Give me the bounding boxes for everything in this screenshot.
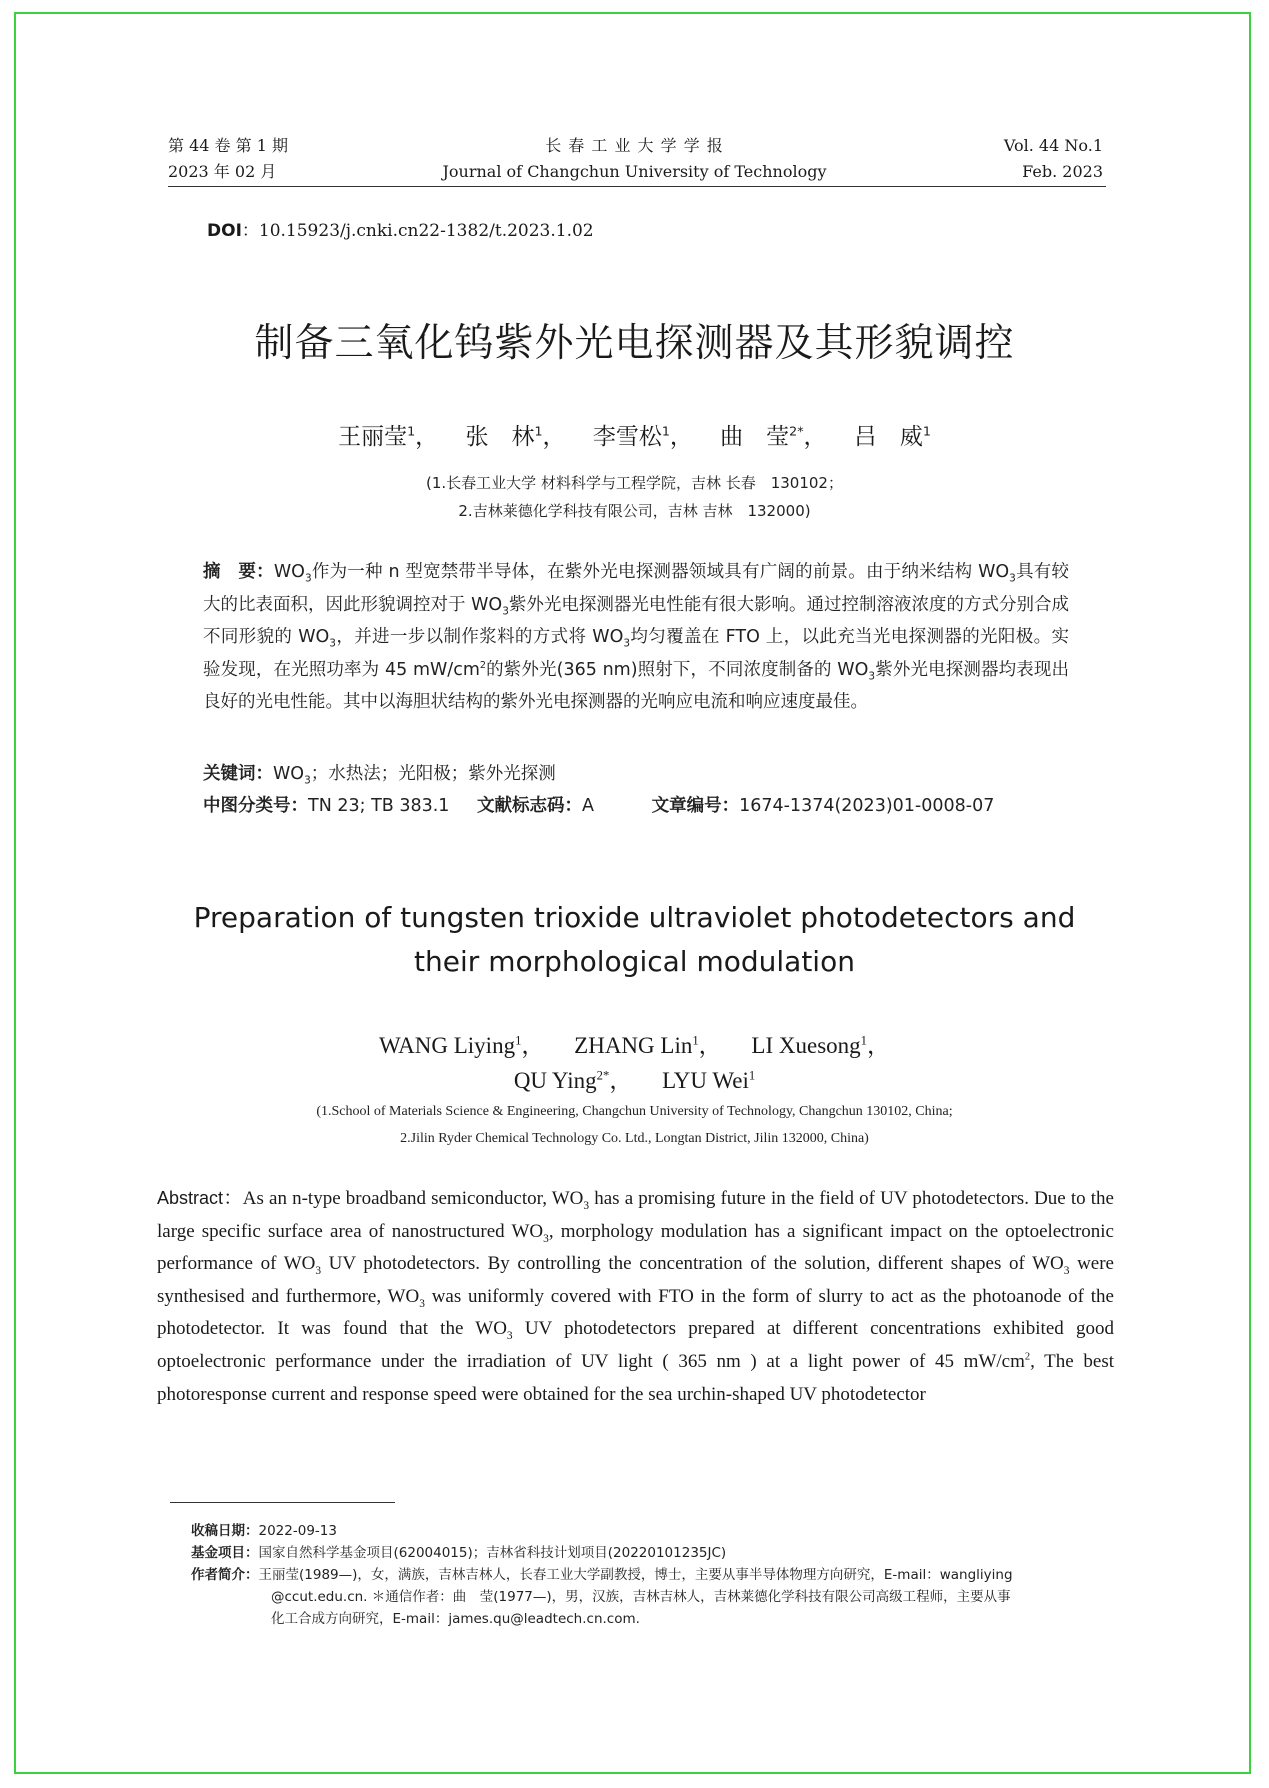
article-no-value: 1674-1374(2023)01-0008-07	[739, 796, 995, 816]
author-cn: 王丽莹$^1$，	[338, 423, 439, 450]
abstract-en	[157, 1182, 1114, 1411]
abstract-text: 紫外光电探测器均表现出良好的光电性能。其中以海胆状结构的紫外光电探测器的光响应电流和响应速度最佳。	[203, 659, 1069, 712]
doc-code-value: A	[582, 796, 594, 816]
author-name: 王丽莹	[338, 424, 408, 450]
abstract-cn	[203, 556, 1069, 719]
article-no-item	[652, 796, 995, 816]
authors-cn	[0, 418, 1269, 451]
clc-label: 中图分类号：	[203, 796, 308, 816]
abstract-text: , morphology modulation has a significant impact on the optoelectronic performance of WO	[157, 1220, 1114, 1275]
doc-code-label: 文献标志码：	[477, 796, 583, 816]
author-name: 曲 莹	[720, 424, 790, 450]
author-en: LI Xuesong$^1$，	[751, 1033, 890, 1058]
subscript: 3	[868, 670, 876, 682]
subscript: 3	[506, 1330, 513, 1343]
author-cn: 曲 莹$^{2*}$，	[720, 423, 827, 450]
author-en	[662, 1068, 755, 1093]
header-rule	[168, 186, 1106, 187]
subscript: 3	[315, 1264, 322, 1277]
affiliation-en-1: (1.School of Materials Science & Engineering, Changchun University of Technology, Changchun 130102, China;	[316, 1104, 953, 1119]
author-affil-mark: 1	[534, 423, 543, 439]
author-en: QU Ying$^{2*}$，	[513, 1068, 633, 1093]
author-affil-mark: 1	[515, 1033, 522, 1048]
author-affil-mark: 1	[922, 423, 931, 439]
clc-value: TN 23; TB 383.1	[308, 796, 450, 816]
authors-en-line2	[0, 1062, 1269, 1095]
subscript: 3	[583, 1199, 590, 1212]
abstract-text: has a promising future in the field of UV photodetectors. Due to the large specific surface area of nanostructured WO	[157, 1188, 1114, 1242]
author-en: ZHANG Lin$^1$，	[574, 1033, 722, 1058]
doi-value[interactable]: 10.15923/j.cnki.cn22-1382/t.2023.1.02	[258, 221, 594, 241]
author-cn	[854, 424, 931, 450]
bio-label: 作者简介：	[191, 1567, 259, 1583]
abstract-text: UV photodetectors prepared at different concentrations exhibited good optoelectronic performance under the irradiation of UV light ( 365 nm ) at a light power of 45 mW/cm	[157, 1318, 1114, 1372]
abstract-cn-label: 摘 要：	[203, 562, 274, 582]
header-journal-en: Journal of Changchun University of Technology	[442, 162, 827, 181]
abstract-text: 的紫外光(365 nm)照射下，不同浓度制备的 WO	[486, 659, 869, 680]
header-journal-cn: 长 春 工 业 大 学 学 报	[545, 136, 724, 155]
subscript: 3	[623, 637, 631, 650]
footnote-rule	[170, 1502, 395, 1503]
keyword-text: ；水热法；光阳极；紫外光探测	[310, 764, 556, 784]
affiliation-cn-2: 2.吉林莱德化学科技有限公司，吉林 吉林 132000)	[458, 502, 811, 520]
subscript: 3	[502, 605, 509, 617]
footnote-received	[191, 1520, 1111, 1542]
abstract-text: 紫外光电探测器光电性能有很大影响。通过控制溶液浓度的方式分别合成不同形貌的 WO	[203, 594, 1070, 647]
author-en: WANG Liying$^1$，	[379, 1033, 545, 1058]
doi-separator: ：	[241, 221, 259, 241]
author-affil-mark: 1	[661, 423, 670, 439]
header-date-cn: 2023 年 02 月	[168, 162, 277, 181]
subscript: 3	[329, 637, 336, 650]
superscript: 2	[1024, 1351, 1031, 1363]
author-name: 李雪松	[592, 424, 662, 450]
header-vol-no: Vol. 44 No.1	[1003, 136, 1103, 155]
abstract-text: 均匀覆盖在 FTO 上，以此充当光电探测器的光阳极。实验发现，在光照功率为 45 mW/cm	[203, 627, 1069, 680]
abstract-text: WO	[273, 562, 305, 582]
title-en	[0, 896, 1269, 984]
footnote-bio	[191, 1564, 1111, 1630]
bio-text: 化工合成方向研究，E-mail：james.qu@leadtech.cn.com.	[271, 1611, 640, 1627]
abstract-text: 具有较大的比表面积，因此形貌调控对于 WO	[203, 562, 1070, 615]
subscript: 3	[1063, 1264, 1070, 1277]
article-no-label: 文章编号：	[651, 796, 740, 816]
abstract-text: As an n-type broadband semiconductor, WO	[242, 1188, 584, 1209]
abstract-text: was uniformly covered with FTO in the form of slurry to act as the photoanode of the photodetector. It was found that the WO	[157, 1285, 1114, 1340]
authors-en-line1	[0, 1027, 1269, 1060]
author-affil-mark: 1	[748, 1068, 756, 1083]
author-name: 张 林	[465, 424, 535, 450]
author-cn: 张 林$^1$，	[465, 423, 566, 450]
classification-line	[203, 792, 1016, 817]
author-affil-mark: 1	[692, 1033, 699, 1048]
abstract-text: were synthesised and furthermore, WO	[157, 1253, 1114, 1307]
author-name: QU Ying	[513, 1068, 597, 1093]
title-en-line: their morphological modulation	[414, 945, 855, 978]
author-affil-mark: 1	[860, 1033, 867, 1048]
bio-text: @ccut.edu.cn. ＊通信作者：曲 莹(1977—)，男，汉族，吉林吉林人，吉林莱德化学科技有限公司高级工程师，主要从事	[271, 1589, 1011, 1605]
doi-line	[207, 216, 594, 241]
abstract-text: UV photodetectors. By controlling the concentration of the solution, different shapes of WO	[321, 1253, 1064, 1275]
doi-label: DOI	[207, 221, 242, 241]
fund-value: 国家自然科学基金项目(62004015)；吉林省科技计划项目(20220101235JC)	[258, 1545, 727, 1561]
author-affil-mark: 2*	[789, 423, 804, 439]
author-name: LI Xuesong	[751, 1033, 861, 1058]
subscript: 3	[1009, 572, 1016, 585]
abstract-text: , The best photoresponse current and response speed were obtained for the sea urchin-shaped UV photodetector	[157, 1350, 1114, 1405]
abstract-text: ，并进一步以制作浆料的方式将 WO	[335, 627, 624, 647]
author-name: WANG Liying	[379, 1033, 516, 1058]
author-name: LYU Wei	[662, 1068, 749, 1093]
abstract-separator: ：	[223, 1188, 243, 1209]
subscript: 3	[543, 1232, 549, 1245]
abstract-text: 作为一种 n 型宽禁带半导体，在紫外光电探测器领域具有广阔的前景。由于纳米结构 WO	[311, 562, 1010, 582]
received-value: 2022-09-13	[258, 1523, 337, 1539]
header-volume-issue: 第 44 卷 第 1 期	[168, 136, 288, 155]
keyword-text: WO	[273, 764, 305, 784]
footnote-fund	[191, 1542, 1111, 1564]
author-affil-mark: 1	[407, 423, 416, 439]
subscript: 3	[304, 774, 311, 787]
author-name: 吕 威	[853, 424, 923, 450]
author-name: ZHANG Lin	[574, 1033, 693, 1058]
doc-code-item	[477, 796, 594, 816]
author-affil-mark: 2*	[596, 1068, 610, 1083]
title-en-line: Preparation of tungsten trioxide ultraviolet photodetectors and	[193, 901, 1076, 934]
abstract-en-label: Abstract	[157, 1188, 224, 1208]
superscript: 2	[479, 659, 486, 671]
affiliation-en-2: 2.Jilin Ryder Chemical Technology Co. Ltd., Longtan District, Jilin 132000, China)	[400, 1131, 869, 1146]
clc-item	[203, 796, 449, 816]
header-volume	[1004, 133, 1103, 185]
subscript: 3	[419, 1297, 425, 1310]
title-cn: 制备三氧化钨紫外光电探测器及其形貌调控	[254, 321, 1015, 366]
bio-text: 王丽莹(1989—)，女，满族，吉林吉林人，长春工业大学副教授，博士，主要从事半导体物理方向研究，E-mail：wangliying	[258, 1567, 1013, 1583]
subscript: 3	[304, 572, 312, 585]
header-date-en: Feb. 2023	[1022, 162, 1103, 181]
received-label: 收稿日期：	[191, 1523, 259, 1539]
author-cn: 李雪松$^1$，	[592, 423, 693, 450]
affiliation-cn-1: (1.长春工业大学 材料科学与工程学院，吉林 长春 130102；	[426, 474, 843, 492]
keywords-label: 关键词：	[203, 764, 273, 784]
keywords-cn	[203, 760, 556, 785]
fund-label: 基金项目：	[191, 1545, 259, 1561]
